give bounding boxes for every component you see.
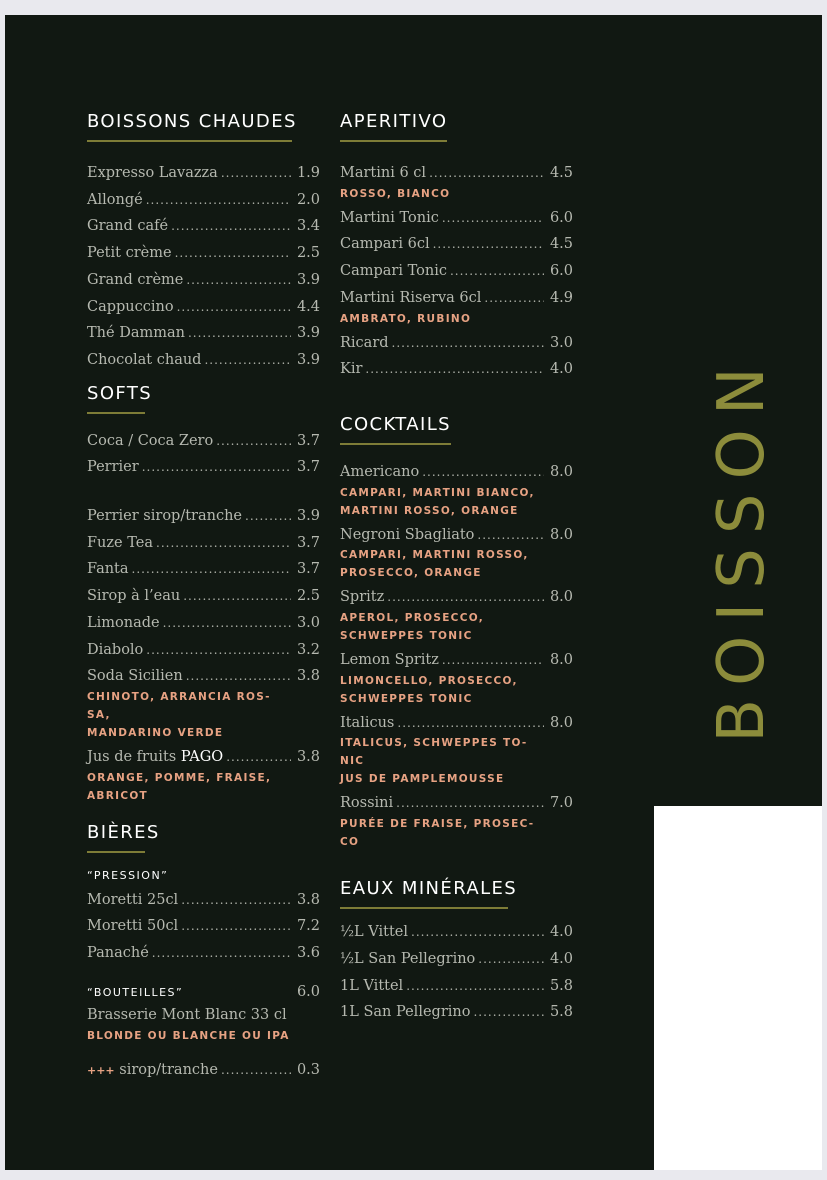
- item-ingredients: MARTINI ROSSO, ORANGE: [340, 504, 519, 517]
- item-ingredients: MANDARINO VERDE: [87, 726, 224, 739]
- menu-item: Thé Damman ..... 3.9: [87, 320, 320, 347]
- item-ingredients: ITALICUS, SCHWEPPES TO-: [340, 737, 528, 750]
- menu-item: Negroni Sbagliato ..... 8.0: [340, 522, 573, 549]
- menu-item: Martini Riserva 6cl ..... 4.9: [340, 285, 573, 312]
- menu-item: Brasserie Mont Blanc 33 cl: [87, 1007, 287, 1024]
- menu-item: Americano ..... 8.0: [340, 459, 573, 486]
- menu-item: Diabolo ..... 3.2: [87, 637, 320, 664]
- menu-item: ½L San Pellegrino ..... 4.0: [340, 946, 573, 973]
- left-column: [87, 110, 320, 1085]
- menu-item: Spritz ..... 8.0: [340, 584, 573, 611]
- section-title: BIÈRES: [87, 821, 160, 843]
- menu-item: Rossini ..... 7.0: [340, 790, 573, 817]
- section-eaux-minerales: [340, 877, 573, 1026]
- menu-item: Kir ..... 4.0: [340, 356, 573, 383]
- menu-item: Fanta ..... 3.7: [87, 556, 320, 583]
- menu-item: Moretti 50cl ..... 7.2: [87, 913, 320, 940]
- section-aperitivo: [340, 110, 573, 383]
- menu-item: +++ sirop/tranche ..... 0.3: [87, 1057, 320, 1085]
- item-ingredients: CAMPARI, MARTINI ROSSO,: [340, 549, 529, 562]
- menu-item: ½L Vittel ..... 4.0: [340, 919, 573, 946]
- bouteilles-row: “BOUTEILLES” 6.0: [87, 983, 320, 1000]
- menu-item: Lemon Spritz ..... 8.0: [340, 647, 573, 674]
- items-boissons-chaudes: [87, 160, 320, 374]
- menu-item: Martini 6 cl ..... 4.5: [340, 160, 573, 187]
- menu-item: Grand crème ..... 3.9: [87, 267, 320, 294]
- item-ingredients: PURÉE DE FRAISE, PROSEC-: [340, 818, 535, 831]
- section-title: APERITIVO: [340, 111, 448, 132]
- vertical-title: [682, 352, 802, 743]
- menu-item: Sirop à l’eau ..... 2.5: [87, 583, 320, 610]
- menu-item: Cappuccino ..... 4.4: [87, 294, 320, 321]
- menu-item: Perrier sirop/tranche ..... 3.9: [87, 503, 320, 530]
- item-ingredients: SCHWEPPES TONIC: [340, 692, 473, 705]
- item-ingredients: PROSECCO, ORANGE: [340, 567, 482, 580]
- item-ingredients: ABRICOT: [87, 789, 149, 802]
- menu-item: Grand café ..... 3.4: [87, 213, 320, 240]
- menu-item: Limonade ..... 3.0: [87, 610, 320, 637]
- menu-item: Panaché ..... 3.6: [87, 940, 320, 967]
- section-softs: [87, 382, 320, 807]
- menu-item: Perrier ..... 3.7: [87, 454, 320, 481]
- menu-item: 1L San Pellegrino ..... 5.8: [340, 999, 573, 1026]
- item-ingredients: APEROL, PROSECCO,: [340, 612, 484, 625]
- section-bieres: [87, 821, 320, 1086]
- menu-item: Italicus ..... 8.0: [340, 710, 573, 737]
- menu-item: Jus de fruits PAGO ..... 3.8: [87, 744, 320, 771]
- section-title: COCKTAILS: [340, 413, 451, 435]
- menu-item: Allongé ..... 2.0: [87, 187, 320, 214]
- menu-item: Fuze Tea ..... 3.7: [87, 530, 320, 557]
- item-ingredients: JUS DE PAMPLEMOUSSE: [340, 773, 505, 786]
- menu-item: Campari 6cl ..... 4.5: [340, 231, 573, 258]
- item-ingredients: BLONDE OU BLANCHE OU IPA: [87, 1030, 290, 1043]
- section-cocktails: [340, 413, 573, 853]
- item-ingredients: LIMONCELLO, PROSECCO,: [340, 674, 518, 687]
- menu-item: Expresso Lavazza ..... 1.9: [87, 160, 320, 187]
- item-ingredients: CAMPARI, MARTINI BIANCO,: [340, 486, 535, 499]
- item-ingredients: ORANGE, POMME, FRAISE,: [87, 771, 272, 784]
- vertical-title-text: BOISSON: [705, 352, 779, 743]
- menu-item: Moretti 25cl ..... 3.8: [87, 887, 320, 914]
- section-title: EAUX MINÉRALES: [340, 878, 518, 900]
- white-corner-block: [654, 806, 822, 1170]
- section-title: BOISSONS CHAUDES: [87, 111, 297, 132]
- item-ingredients: CHINOTO, ARRANCIA ROS-: [87, 690, 271, 703]
- menu-item: Chocolat chaud ..... 3.9: [87, 347, 320, 374]
- item-ingredients: CO: [340, 836, 360, 849]
- item-ingredients: ROSSO, BIANCO: [340, 187, 451, 200]
- section-boissons-chaudes: [87, 110, 320, 374]
- menu-item: Soda Sicilien ..... 3.8: [87, 663, 320, 690]
- menu-item: 1L Vittel ..... 5.8: [340, 973, 573, 1000]
- middle-column: [340, 110, 573, 1026]
- item-ingredients: SCHWEPPES TONIC: [340, 630, 473, 643]
- pression-label: “PRESSION”: [87, 868, 169, 882]
- menu-item: Campari Tonic ..... 6.0: [340, 258, 573, 285]
- item-ingredients: AMBRATO, RUBINO: [340, 312, 472, 325]
- menu-item: Coca / Coca Zero ..... 3.7: [87, 428, 320, 455]
- menu-item: Ricard ..... 3.0: [340, 330, 573, 357]
- menu-item: Petit crème ..... 2.5: [87, 240, 320, 267]
- item-ingredients: SA,: [87, 708, 111, 721]
- section-title: SOFTS: [87, 382, 153, 404]
- item-ingredients: NIC: [340, 755, 365, 768]
- menu-item: Martini Tonic ..... 6.0: [340, 205, 573, 232]
